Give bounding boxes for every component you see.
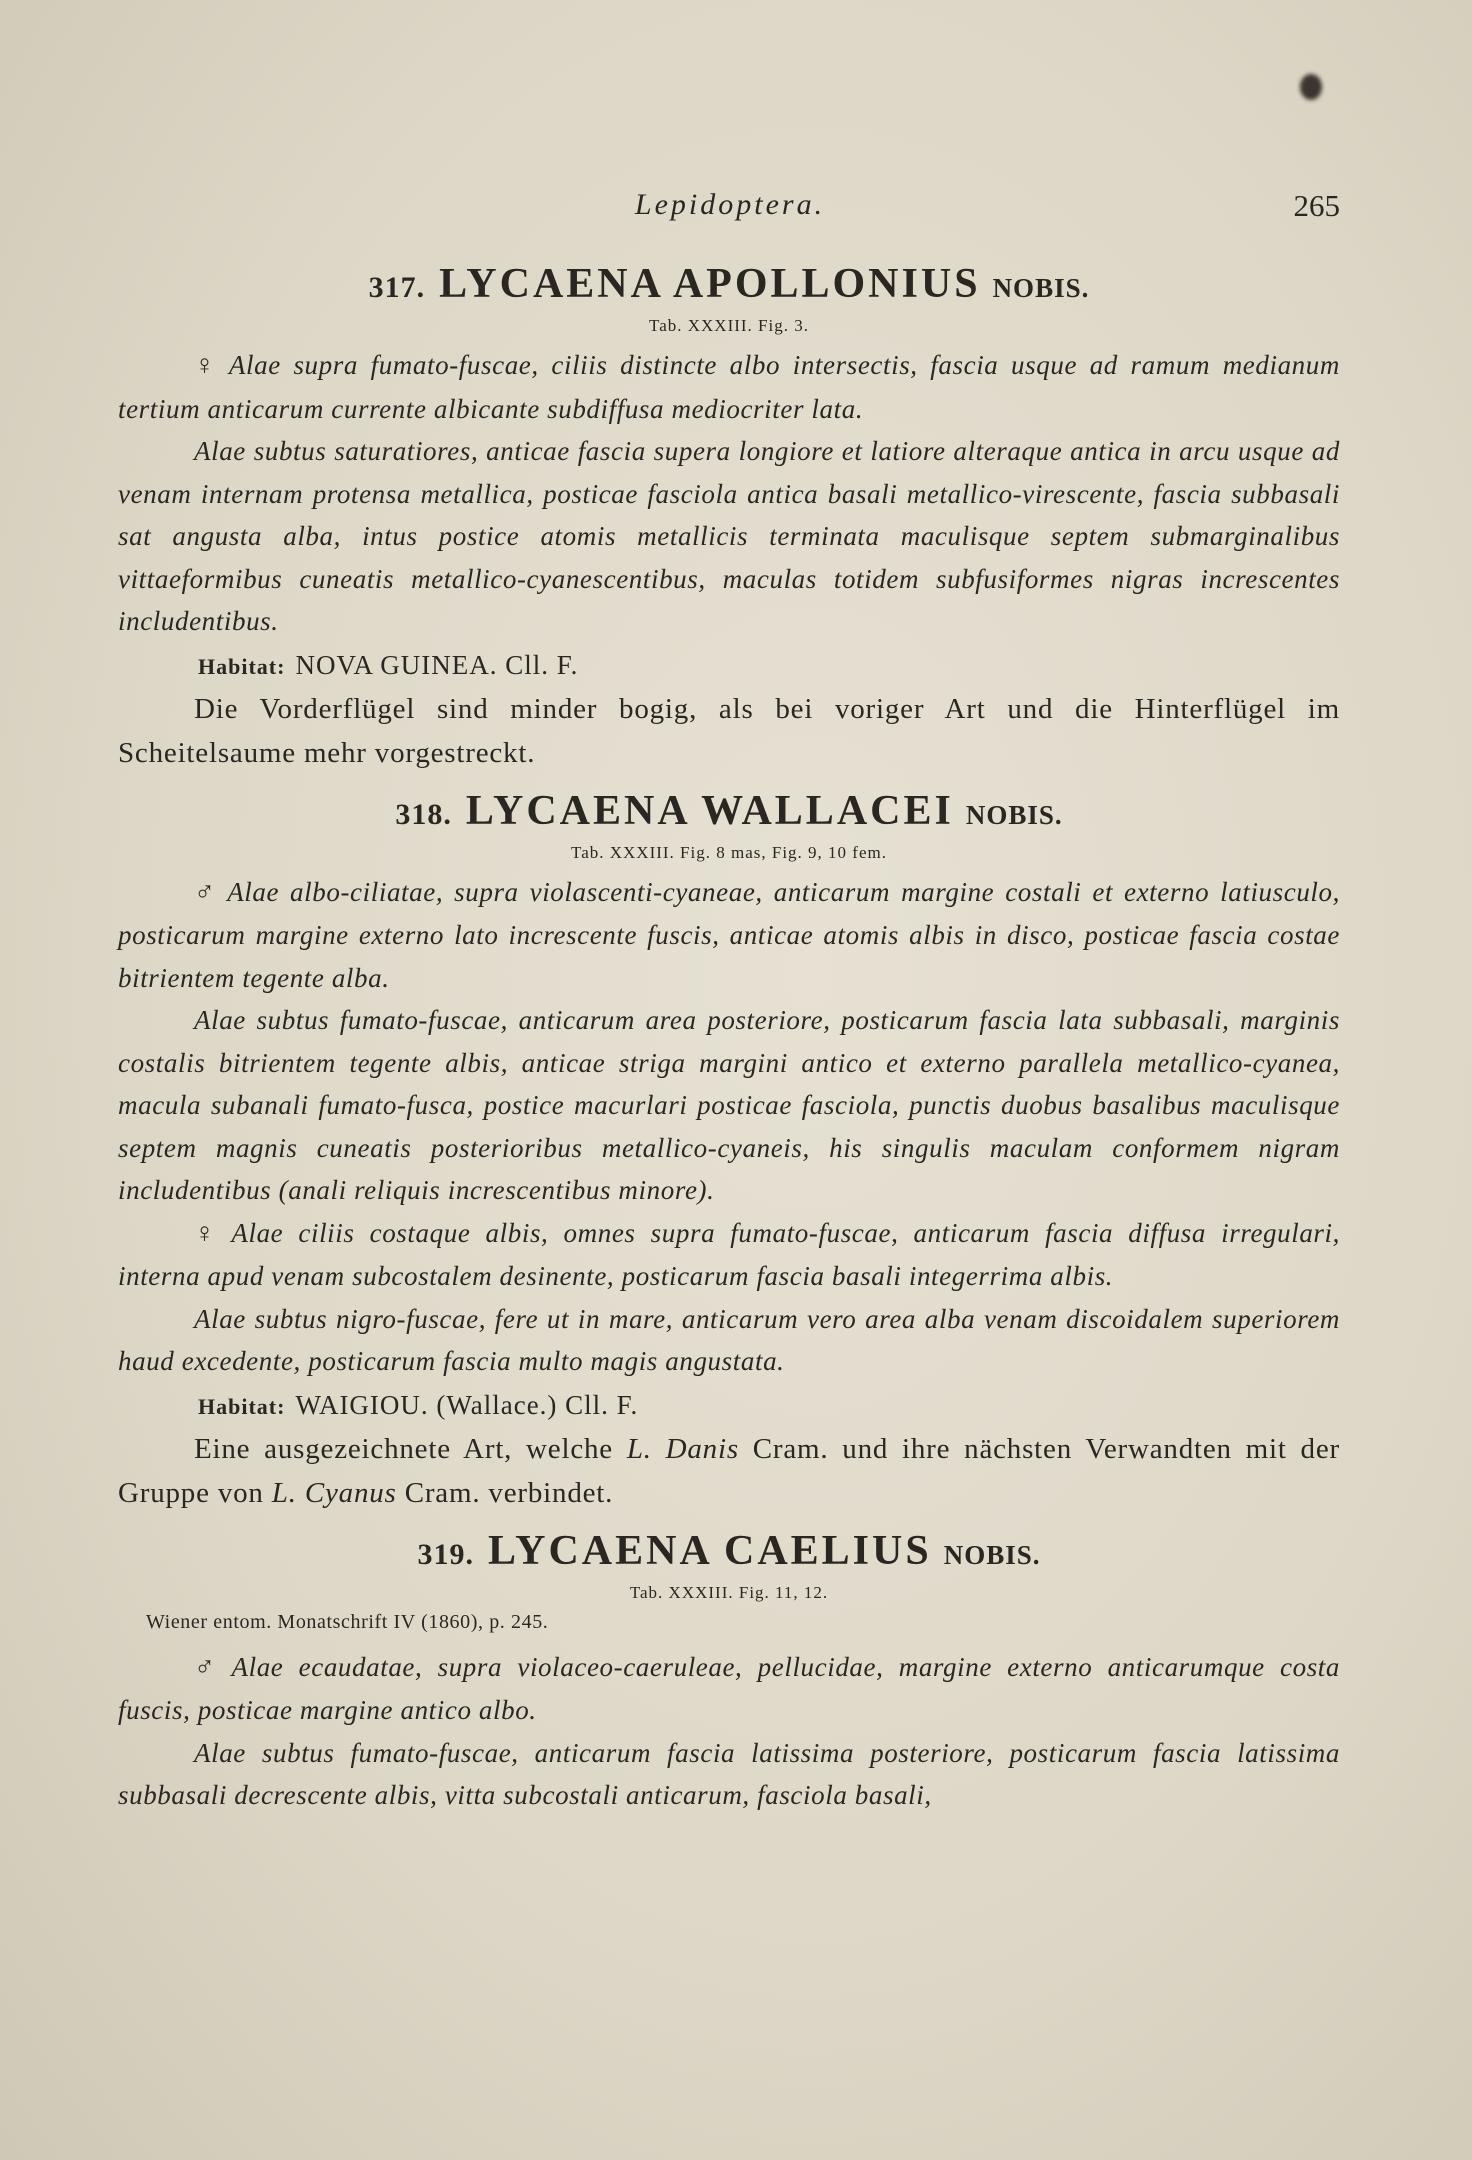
habitat (198, 645, 1340, 687)
literature-reference: Wiener entom. Monatschrift IV (1860), p. 245. (146, 1610, 549, 1633)
species-author: NOBIS. (943, 1539, 1041, 1570)
species-heading (118, 785, 1340, 841)
species-name: LYCAENA APOLLONIUS (439, 261, 981, 307)
plate-reference: Tab. XXXIII. Fig. 3. (649, 316, 809, 335)
description-text: Alae albo-ciliatae, supra violascenti-cyaneae, anticarum margine costali et externo latiusculo, posticarum margine externo lato increscente fuscis, anticae atomis albis in disco, posticae fascia costae bitrientem tegente alba. (118, 876, 1340, 993)
species-entry-317 (118, 258, 1340, 775)
description-male-upperside (118, 1646, 1340, 1732)
female-symbol: ♀ (194, 1217, 224, 1249)
page-content (118, 250, 1340, 1817)
description-male-upperside (118, 871, 1340, 1000)
habitat (198, 1385, 1340, 1427)
description-male-underside: Alae subtus fumato-fuscae, anticarum fascia latissima posteriore, posticarum fascia latissima subbasali decrescente albis, vitta subcostali anticarum, fasciola basali, (118, 1737, 1340, 1810)
plate-reference: Tab. XXXIII. Fig. 11, 12. (629, 1582, 829, 1602)
species-number: 317. (368, 271, 426, 304)
species-author: NOBIS. (965, 799, 1063, 830)
species-number: 318. (395, 797, 452, 831)
plate-reference: Tab. XXXIII. Fig. 8 mas, Fig. 9, 10 fem. (571, 842, 887, 862)
description-male-underside: Alae subtus fumato-fuscae, anticarum area posteriore, posticarum fascia lata subbasali, marginis costalis bitrientem tegente albis, anticae striga margini antico et externo parallela metallico-cyanea, macula subanali fumato-fusca, postice macurlari posticae fasciola, punctis duobus basalibus maculisque septem magnis cuneatis posterioribus metallico-cyaneis, his singulis maculam conformem nigram includentibus (anali reliquis increscentibus minore). (118, 1005, 1340, 1205)
description-text: Alae ecaudatae, supra violaceo-caeruleae, pellucidae, margine externo anticarumque costa fuscis, posticae margine antico albo. (118, 1651, 1340, 1725)
description-upperside (118, 344, 1340, 430)
male-symbol: ♂ (194, 876, 220, 908)
running-title: Lepidoptera. (634, 188, 826, 221)
species-ref-danis: L. Danis (626, 1432, 739, 1465)
species-heading (118, 258, 1340, 314)
description-female-underside: Alae subtus nigro-fuscae, fere ut in mare, anticarum vero area alba venam discoidalem superiorem haud excedente, posticarum fascia multo magis angustata. (118, 1303, 1340, 1376)
remark-text: Eine ausgezeichnete Art, welche (194, 1432, 613, 1465)
habitat-value: WAIGIOU. (Wallace.) Cll. F. (295, 1389, 639, 1420)
page-number: 265 (1293, 188, 1340, 223)
species-author: NOBIS. (992, 273, 1090, 303)
ink-blot (1300, 74, 1322, 100)
species-heading (118, 1525, 1340, 1581)
description-text: Alae ciliis costaque albis, omnes supra fumato-fuscae, anticarum fascia diffusa irregulari, interna apud venam subcostalem desinente, posticarum fascia basali integerrima albis. (118, 1217, 1340, 1291)
species-name: LYCAENA WALLACEI (465, 787, 954, 834)
female-symbol: ♀ (194, 350, 221, 381)
species-ref-cyanus: L. Cyanus (271, 1476, 397, 1509)
remark-text: Cram. und ihre nächsten Verwandten mit der Gruppe von (118, 1432, 1340, 1509)
species-number: 319. (417, 1537, 474, 1571)
remark-text: Cram. verbindet. (404, 1476, 614, 1509)
german-remark (118, 1427, 1340, 1515)
species-name: LYCAENA CAELIUS (487, 1527, 932, 1574)
running-head (120, 188, 1340, 228)
male-symbol: ♂ (194, 1651, 224, 1683)
habitat-label: Habitat: (198, 1393, 286, 1419)
species-entry-319 (118, 1525, 1340, 1817)
description-female-upperside (118, 1212, 1340, 1298)
species-entry-318 (118, 785, 1340, 1515)
habitat-label: Habitat: (198, 653, 286, 679)
habitat-value: NOVA GUINEA. Cll. F. (295, 649, 579, 680)
description-underside: Alae subtus saturatiores, anticae fascia supera longiore et latiore alteraque antica in arcu usque ad venam internam protensa metallica, posticae fasciola antica basali metallico-virescente, fascia subbasali sat angusta alba, intus postice atomis metallicis terminata maculisque septem submarginalibus vittaeformibus cuneatis metallico-cyanescentibus, maculas totidem subfusiformes nigras increscentes includentibus. (118, 436, 1340, 636)
description-text: Alae supra fumato-fuscae, ciliis distincte albo intersectis, fascia usque ad ramum medianum tertium anticarum currente albicante subdiffusa mediocriter lata. (118, 350, 1340, 424)
german-remark: Die Vorderflügel sind minder bogig, als bei voriger Art und die Hinterflügel im Scheitelsaume mehr vorgestreckt. (118, 692, 1340, 769)
